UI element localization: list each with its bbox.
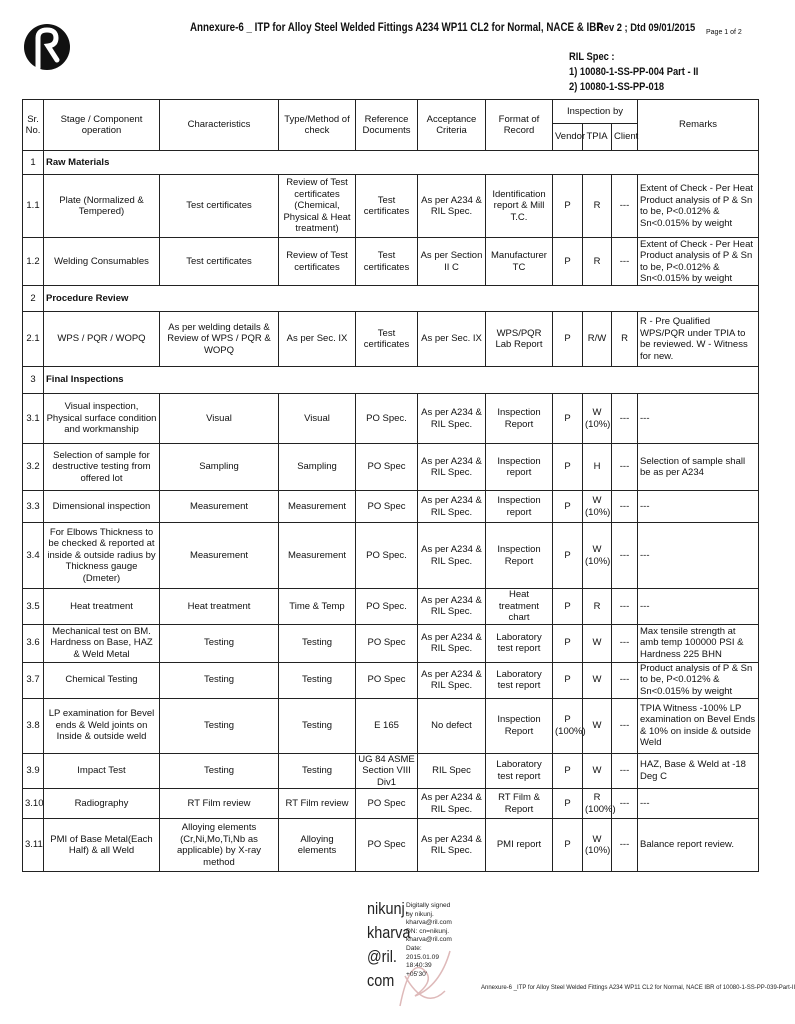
- signature-details: Digitally signed by nikunj. kharva@ril.com DN: cn=nikunj. kharva@ril.com Date: 2015.01.09 18:40:39 +05'30': [406, 902, 452, 978]
- vendor-cell: P: [553, 624, 583, 662]
- format-cell: RT Film & Report: [486, 789, 553, 819]
- header-vendor: Vendor: [553, 124, 583, 151]
- remarks-cell: TPIA Witness -100% LP examination on Bevel Ends & 10% on inside & outside Weld: [638, 698, 759, 753]
- stage-cell: PMI of Base Metal(Each Half) & all Weld: [44, 819, 160, 872]
- remarks-cell: ---: [638, 394, 759, 444]
- table-row: [23, 589, 759, 625]
- type-cell: Sampling: [279, 444, 356, 491]
- remarks-cell: ---: [638, 789, 759, 819]
- acceptance-cell: As per A234 & RIL Spec.: [418, 789, 486, 819]
- client-cell: ---: [612, 238, 638, 286]
- sr-no-cell: 1.2: [23, 238, 44, 286]
- characteristics-cell: Measurement: [160, 523, 279, 589]
- client-cell: R: [612, 312, 638, 367]
- header-reference-documents: Reference Documents: [356, 100, 418, 151]
- type-cell: Measurement: [279, 523, 356, 589]
- characteristics-cell: Testing: [160, 662, 279, 698]
- vendor-cell: P: [553, 819, 583, 872]
- section-row-procedure-review: [23, 286, 759, 312]
- tpia-cell: R: [583, 175, 612, 238]
- reference-cell: PO Spec.: [356, 589, 418, 625]
- client-cell: ---: [612, 589, 638, 625]
- acceptance-cell: As per Sec. IX: [418, 312, 486, 367]
- type-cell: Visual: [279, 394, 356, 444]
- stage-cell: Chemical Testing: [44, 662, 160, 698]
- remarks-cell: ---: [638, 589, 759, 625]
- acceptance-cell: As per A234 & RIL Spec.: [418, 662, 486, 698]
- client-cell: ---: [612, 698, 638, 753]
- vendor-cell: P: [553, 238, 583, 286]
- document-title: Annexure-6 _ ITP for Alloy Steel Welded Fittings A234 WP11 CL2 for Normal, NACE & IBR: [190, 22, 604, 34]
- tpia-cell: H: [583, 444, 612, 491]
- characteristics-cell: Test certificates: [160, 238, 279, 286]
- type-cell: Review of Test certificates (Chemical, Physical & Heat treatment): [279, 175, 356, 238]
- remarks-cell: ---: [638, 491, 759, 523]
- reference-cell: Test certificates: [356, 238, 418, 286]
- revision-date: Rev 2 ; Dtd 09/01/2015: [597, 22, 696, 34]
- itp-table: [22, 99, 759, 872]
- characteristics-cell: Heat treatment: [160, 589, 279, 625]
- vendor-cell: P: [553, 589, 583, 625]
- client-cell: ---: [612, 624, 638, 662]
- acceptance-cell: No defect: [418, 698, 486, 753]
- remarks-cell: Balance report review.: [638, 819, 759, 872]
- characteristics-cell: Measurement: [160, 491, 279, 523]
- table-row: [23, 523, 759, 589]
- tpia-cell: R: [583, 238, 612, 286]
- table-row: [23, 698, 759, 753]
- table-row: [23, 312, 759, 367]
- vendor-cell: P: [553, 789, 583, 819]
- type-cell: Time & Temp: [279, 589, 356, 625]
- tpia-cell: W: [583, 624, 612, 662]
- format-cell: Laboratory test report: [486, 753, 553, 789]
- vendor-cell: P: [553, 523, 583, 589]
- tpia-cell: W (10%): [583, 819, 612, 872]
- characteristics-cell: Alloying elements (Cr,Ni,Mo,Ti,Nb as applicable) by X-ray method: [160, 819, 279, 872]
- section-title: Procedure Review: [44, 286, 759, 312]
- sr-no-cell: 3.2: [23, 444, 44, 491]
- sr-no-cell: 3.8: [23, 698, 44, 753]
- tpia-cell: W (10%): [583, 394, 612, 444]
- format-cell: PMI report: [486, 819, 553, 872]
- characteristics-cell: Visual: [160, 394, 279, 444]
- client-cell: ---: [612, 394, 638, 444]
- stage-cell: Welding Consumables: [44, 238, 160, 286]
- characteristics-cell: Test certificates: [160, 175, 279, 238]
- section-title: Raw Materials: [44, 151, 759, 175]
- tpia-cell: W (10%): [583, 491, 612, 523]
- vendor-cell: P: [553, 444, 583, 491]
- table-row: [23, 491, 759, 523]
- sr-no-cell: 2.1: [23, 312, 44, 367]
- section-row-raw-materials: [23, 151, 759, 175]
- client-cell: ---: [612, 523, 638, 589]
- reference-cell: UG 84 ASME Section VIII Div1: [356, 753, 418, 789]
- sr-no-cell: 3.11: [23, 819, 44, 872]
- ril-spec-block: [569, 50, 698, 95]
- acceptance-cell: As per A234 & RIL Spec.: [418, 491, 486, 523]
- sr-no-cell: 3.10: [23, 789, 44, 819]
- remarks-cell: Extent of Check - Per Heat Product analysis of P & Sn to be, P<0.012% & Sn<0.015% by weight: [638, 175, 759, 238]
- client-cell: ---: [612, 819, 638, 872]
- tpia-cell: W: [583, 698, 612, 753]
- characteristics-cell: RT Film review: [160, 789, 279, 819]
- format-cell: Inspection report: [486, 491, 553, 523]
- table-row: [23, 624, 759, 662]
- tpia-cell: W: [583, 662, 612, 698]
- vendor-cell: P: [553, 312, 583, 367]
- reference-cell: PO Spec.: [356, 523, 418, 589]
- acceptance-cell: RIL Spec: [418, 753, 486, 789]
- type-cell: Testing: [279, 753, 356, 789]
- spec-label: RIL Spec :: [569, 51, 615, 63]
- characteristics-cell: As per welding details & Review of WPS / PQR & WOPQ: [160, 312, 279, 367]
- header-characteristics: Characteristics: [160, 100, 279, 151]
- stage-cell: Plate (Normalized & Tempered): [44, 175, 160, 238]
- sr-no-cell: 3.5: [23, 589, 44, 625]
- client-cell: ---: [612, 175, 638, 238]
- header-tpia: TPIA: [583, 124, 612, 151]
- reference-cell: PO Spec: [356, 444, 418, 491]
- acceptance-cell: As per A234 & RIL Spec.: [418, 523, 486, 589]
- type-cell: Testing: [279, 624, 356, 662]
- client-cell: ---: [612, 789, 638, 819]
- vendor-cell: P: [553, 753, 583, 789]
- format-cell: WPS/PQR Lab Report: [486, 312, 553, 367]
- vendor-cell: P: [553, 394, 583, 444]
- remarks-cell: ---: [638, 523, 759, 589]
- characteristics-cell: Testing: [160, 698, 279, 753]
- format-cell: Heat treatment chart: [486, 589, 553, 625]
- header-type-method: Type/Method of check: [279, 100, 356, 151]
- remarks-cell: HAZ, Base & Weld at -18 Deg C: [638, 753, 759, 789]
- acceptance-cell: As per A234 & RIL Spec.: [418, 175, 486, 238]
- tpia-cell: R (100%): [583, 789, 612, 819]
- stage-cell: WPS / PQR / WOPQ: [44, 312, 160, 367]
- stage-cell: Heat treatment: [44, 589, 160, 625]
- acceptance-cell: As per A234 & RIL Spec.: [418, 589, 486, 625]
- vendor-cell: P: [553, 662, 583, 698]
- reliance-logo-icon: [24, 16, 70, 74]
- vendor-cell: P: [553, 175, 583, 238]
- sr-no-cell: 3.7: [23, 662, 44, 698]
- client-cell: ---: [612, 662, 638, 698]
- format-cell: Manufacturer TC: [486, 238, 553, 286]
- header-client: Client: [612, 124, 638, 151]
- header-format-of-record: Format of Record: [486, 100, 553, 151]
- client-cell: ---: [612, 491, 638, 523]
- type-cell: Measurement: [279, 491, 356, 523]
- header-remarks: Remarks: [638, 100, 759, 151]
- table-row: [23, 753, 759, 789]
- header-acceptance-criteria: Acceptance Criteria: [418, 100, 486, 151]
- type-cell: RT Film review: [279, 789, 356, 819]
- table-row: [23, 789, 759, 819]
- table-row: [23, 444, 759, 491]
- reference-cell: PO Spec: [356, 819, 418, 872]
- remarks-cell: Product analysis of P & Sn to be, P<0.012% & Sn<0.015% by weight: [638, 662, 759, 698]
- format-cell: Inspection Report: [486, 394, 553, 444]
- acceptance-cell: As per A234 & RIL Spec.: [418, 394, 486, 444]
- format-cell: Inspection Report: [486, 523, 553, 589]
- spec-line-2: 2) 10080-1-SS-PP-018: [569, 81, 665, 93]
- section-number: 1: [23, 151, 44, 175]
- client-cell: ---: [612, 753, 638, 789]
- header-stage: Stage / Component operation: [44, 100, 160, 151]
- type-cell: As per Sec. IX: [279, 312, 356, 367]
- reference-cell: Test certificates: [356, 312, 418, 367]
- acceptance-cell: As per A234 & RIL Spec.: [418, 624, 486, 662]
- stage-cell: Radiography: [44, 789, 160, 819]
- table-row: [23, 819, 759, 872]
- remarks-cell: Selection of sample shall be as per A234: [638, 444, 759, 491]
- tpia-cell: W: [583, 753, 612, 789]
- page-number: Page 1 of 2: [706, 29, 742, 36]
- table-row: [23, 394, 759, 444]
- reference-cell: PO Spec: [356, 491, 418, 523]
- acceptance-cell: As per Section II C: [418, 238, 486, 286]
- spec-line-1: 1) 10080-1-SS-PP-004 Part - II: [569, 66, 699, 78]
- type-cell: Review of Test certificates: [279, 238, 356, 286]
- sr-no-cell: 3.6: [23, 624, 44, 662]
- format-cell: Laboratory test report: [486, 662, 553, 698]
- header-sr-no: Sr. No.: [23, 100, 44, 151]
- sr-no-cell: 3.3: [23, 491, 44, 523]
- section-number: 2: [23, 286, 44, 312]
- type-cell: Alloying elements: [279, 819, 356, 872]
- stage-cell: Selection of sample for destructive testing from offered lot: [44, 444, 160, 491]
- type-cell: Testing: [279, 698, 356, 753]
- characteristics-cell: Testing: [160, 624, 279, 662]
- table-row: [23, 662, 759, 698]
- reference-cell: PO Spec: [356, 789, 418, 819]
- client-cell: ---: [612, 444, 638, 491]
- format-cell: Inspection Report: [486, 698, 553, 753]
- characteristics-cell: Testing: [160, 753, 279, 789]
- footer-text: Annexure-6 _ITP for Alloy Steel Welded Fittings A234 WP11 CL2 for Normal, NACE IBR of 10080-1-SS-PP-039-Part-II: [481, 985, 795, 991]
- format-cell: Inspection report: [486, 444, 553, 491]
- vendor-cell: P: [553, 491, 583, 523]
- vendor-cell: P (100%): [553, 698, 583, 753]
- reference-cell: PO Spec: [356, 624, 418, 662]
- format-cell: Identification report & Mill T.C.: [486, 175, 553, 238]
- characteristics-cell: Sampling: [160, 444, 279, 491]
- table-row: [23, 175, 759, 238]
- section-number: 3: [23, 367, 44, 394]
- tpia-cell: R: [583, 589, 612, 625]
- reference-cell: Test certificates: [356, 175, 418, 238]
- stage-cell: Mechanical test on BM. Hardness on Base, HAZ & Weld Metal: [44, 624, 160, 662]
- acceptance-cell: As per A234 & RIL Spec.: [418, 444, 486, 491]
- remarks-cell: Max tensile strength at amb temp 100000 PSI & Hardness 225 BHN: [638, 624, 759, 662]
- acceptance-cell: As per A234 & RIL Spec.: [418, 819, 486, 872]
- section-row-final-inspections: [23, 367, 759, 394]
- sr-no-cell: 1.1: [23, 175, 44, 238]
- table-row: [23, 238, 759, 286]
- sr-no-cell: 3.1: [23, 394, 44, 444]
- type-cell: Testing: [279, 662, 356, 698]
- stage-cell: Dimensional inspection: [44, 491, 160, 523]
- sr-no-cell: 3.4: [23, 523, 44, 589]
- tpia-cell: W (10%): [583, 523, 612, 589]
- header-inspection-by: Inspection by: [553, 100, 638, 124]
- reference-cell: PO Spec.: [356, 394, 418, 444]
- signature-name: nikunj. kharva @ril. com: [367, 899, 411, 990]
- stage-cell: For Elbows Thickness to be checked & reported at inside & outside radius by Thickness gauge (Dmeter): [44, 523, 160, 589]
- sr-no-cell: 3.9: [23, 753, 44, 789]
- stage-cell: Impact Test: [44, 753, 160, 789]
- remarks-cell: Extent of Check - Per Heat Product analysis of P & Sn to be, P<0.012% & Sn<0.015% by weight: [638, 238, 759, 286]
- stage-cell: LP examination for Bevel ends & Weld joints on Inside & outside weld: [44, 698, 160, 753]
- stage-cell: Visual inspection, Physical surface condition and workmanship: [44, 394, 160, 444]
- format-cell: Laboratory test report: [486, 624, 553, 662]
- remarks-cell: R - Pre Qualified WPS/PQR under TPIA to be reviewed. W - Witness for new.: [638, 312, 759, 367]
- section-title: Final Inspections: [44, 367, 759, 394]
- reference-cell: PO Spec: [356, 662, 418, 698]
- tpia-cell: R/W: [583, 312, 612, 367]
- reference-cell: E 165: [356, 698, 418, 753]
